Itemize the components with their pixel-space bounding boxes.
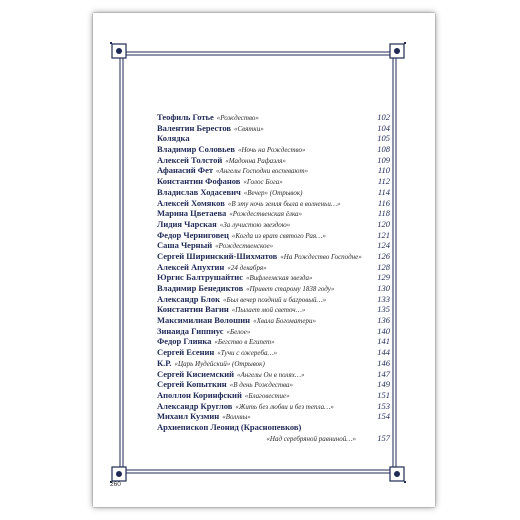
- toc-title: «Мадонна Рафаэля»: [225, 156, 286, 165]
- toc-author: Алексей Хомяков: [157, 197, 225, 208]
- toc-author: Сергей Кисиемский: [157, 368, 235, 379]
- toc-page-number: 130: [377, 283, 390, 293]
- toc-entry: [157, 112, 390, 123]
- toc-entry: [157, 379, 390, 390]
- toc-title: «Святки»: [234, 124, 264, 133]
- toc-title: «Привет старому 1838 году»: [246, 285, 335, 293]
- toc-author: Аполлон Коринфский: [157, 389, 242, 400]
- toc-page-number: 126: [377, 250, 390, 261]
- toc-entry: [157, 390, 390, 401]
- toc-entry: [157, 133, 390, 144]
- toc-entry: [157, 262, 390, 273]
- toc-author: Алексей Толстой: [157, 154, 223, 165]
- page-number: 260: [110, 481, 121, 488]
- toc-author: Зинаида Гиппиус: [157, 325, 224, 336]
- toc-page-number: 118: [377, 208, 390, 219]
- toc-page-number: 114: [377, 186, 390, 197]
- toc-page-number: 109: [377, 154, 390, 165]
- toc-author: Марина Цветаева: [157, 208, 227, 219]
- toc-page-number: 144: [377, 347, 390, 358]
- toc-entry: [157, 240, 390, 251]
- toc-page-number: 112: [377, 176, 390, 187]
- toc-author: Саша Черный: [157, 240, 213, 251]
- toc-author: Владимир Соловьев: [157, 144, 235, 155]
- toc-entry: [157, 165, 390, 176]
- toc-author: Федор Глинка: [157, 336, 212, 347]
- toc-entry: [157, 187, 390, 198]
- toc-page-number: 154: [377, 411, 390, 422]
- toc-title: «Когда из врат святого Рая…»: [231, 231, 326, 240]
- toc-author: Константин Вагин: [157, 304, 229, 315]
- toc-author: Сергей Копыткин: [157, 379, 227, 390]
- toc-entry: [157, 304, 390, 315]
- toc-entry: [157, 422, 390, 433]
- toc-page-number: 135: [377, 304, 390, 315]
- toc-entry: [157, 251, 390, 262]
- toc-entry: [157, 144, 390, 155]
- toc-page-number: 136: [377, 315, 390, 326]
- toc-entry: [157, 369, 390, 380]
- toc-title: «На Рождество Господне»: [280, 252, 362, 261]
- toc-entry: [157, 155, 390, 166]
- toc-author: Михаил Кузмин: [157, 411, 220, 422]
- toc-title: «24 декабря»: [227, 263, 267, 272]
- toc-author: Архиепископ Леонид (Краснопевков): [157, 421, 302, 432]
- toc-page-number: 147: [377, 368, 390, 379]
- toc-title: «В день Рождества»: [229, 381, 294, 390]
- toc-page-number: 149: [377, 379, 390, 390]
- toc-author: Валентин Берестов: [157, 122, 231, 133]
- toc-entry: [157, 283, 390, 294]
- toc-page-number: 141: [377, 336, 390, 347]
- toc-entry: [157, 176, 390, 187]
- toc-page-number: 108: [377, 144, 390, 155]
- toc-entry: [157, 123, 390, 134]
- toc-page-number: 140: [377, 325, 390, 336]
- toc-title: «Белое»: [226, 327, 251, 336]
- toc-author: Максимилиан Волошин: [157, 315, 251, 326]
- toc-title: «Благовестие»: [244, 391, 290, 400]
- corner-ornament-br: [390, 467, 406, 483]
- toc-author: Лидия Чарская: [157, 218, 217, 229]
- toc-page-number: 104: [377, 122, 390, 133]
- toc-author: Александр Блок: [157, 293, 220, 304]
- toc-author: Алексей Апухтин: [157, 261, 225, 272]
- toc-title: «Голос Бога»: [243, 178, 283, 187]
- toc-title: «Царь Иудейский» (Отрывок): [174, 359, 265, 368]
- toc-author: Александр Круглов: [157, 400, 233, 411]
- toc-title: «Хвала Богоматери»: [253, 317, 316, 326]
- toc-page-number: 157: [377, 432, 390, 443]
- toc-entry: [157, 230, 390, 241]
- toc-page-number: 151: [377, 389, 390, 400]
- toc-author: Константин Фофанов: [157, 176, 241, 187]
- toc-entry-continuation: [157, 433, 390, 444]
- toc-author: Сергей Есенин: [157, 347, 215, 358]
- toc-title: «Рождество»: [216, 114, 259, 122]
- toc-page-number: 133: [377, 293, 390, 304]
- toc-author: К.Р.: [157, 357, 172, 368]
- toc-author: Теофиль Готье: [157, 112, 214, 122]
- toc-entry: [157, 401, 390, 412]
- toc-title: «Над серебряной равниной…»: [266, 434, 356, 443]
- toc-title: «Бегство в Египет»: [214, 338, 275, 347]
- toc-entry: [157, 411, 390, 422]
- toc-page-number: 110: [377, 165, 390, 176]
- toc-page-number: 146: [377, 357, 390, 368]
- toc-entry: [157, 336, 390, 347]
- toc-page-number: 120: [377, 218, 390, 229]
- corner-ornament-tr: [390, 42, 406, 58]
- toc-author: Сергей Ширинский-Шихматов: [157, 250, 278, 261]
- corner-ornament-tl: [110, 42, 126, 58]
- toc-title: «Вифлеемская звезда»: [245, 274, 313, 283]
- toc-author: Федор Черниговец: [157, 229, 229, 240]
- toc-title: «Жить без любви и без тепла…»: [235, 402, 334, 411]
- toc-author: Владислав Ходасевич: [157, 186, 241, 197]
- toc-title: «Тучи с ожереба…»: [217, 349, 278, 358]
- toc-entry: [157, 208, 390, 219]
- toc-title: «Рождественская ёлка»: [229, 210, 303, 219]
- toc-page-number: 153: [377, 400, 390, 411]
- toc-page-number: 102: [377, 112, 390, 122]
- toc-title: «Был вечер поздний и багровый…»: [222, 295, 327, 304]
- toc-entry: [157, 198, 390, 209]
- toc-page-number: 121: [377, 229, 390, 240]
- toc-title: «В эту ночь земля была в волненьи…»: [227, 199, 341, 208]
- toc-entry: [157, 326, 390, 337]
- toc-entry: [157, 347, 390, 358]
- toc-title: «Пылает мой светоч…»: [231, 306, 306, 315]
- toc-entry: [157, 272, 390, 283]
- toc-title: «Ночь на Рождество»: [237, 146, 306, 155]
- toc-title: «Ангелы Он в полях…»: [237, 370, 305, 379]
- toc-page-number: 105: [377, 133, 390, 144]
- toc-title: «Рождественское»: [215, 242, 274, 251]
- toc-author: Владимир Бенедиктов: [157, 283, 244, 293]
- toc-title: «Вечер» (Отрывок): [243, 188, 303, 197]
- toc-author: Колядка: [157, 133, 190, 144]
- toc-title: «Ангелы Господни воспевают»: [216, 167, 309, 176]
- toc-entry: [157, 315, 390, 326]
- toc-title: «Волхвы»: [222, 413, 251, 422]
- toc-page-number: 116: [377, 197, 390, 208]
- toc-page-number: 124: [377, 240, 390, 251]
- toc-author: Афанасий Фет: [157, 165, 214, 176]
- table-of-contents: [157, 112, 390, 443]
- toc-title: «За лучистою звездою»: [219, 220, 291, 229]
- toc-author: Юргис Балтрушайтис: [157, 272, 243, 283]
- toc-entry: [157, 294, 390, 305]
- toc-page-number: 129: [377, 272, 390, 283]
- toc-entry: [157, 219, 390, 230]
- toc-page-number: 128: [377, 261, 390, 272]
- toc-entry: [157, 358, 390, 369]
